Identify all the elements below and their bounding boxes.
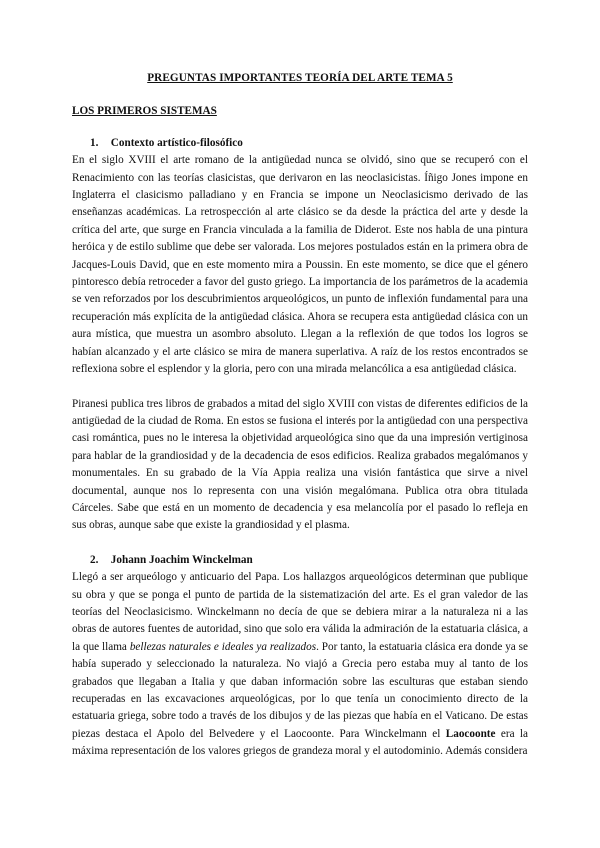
subsection-heading-2: [72, 552, 528, 569]
paragraph-piranesi: Piranesi publica tres libros de grabados a mitad del siglo XVIII con vistas de diferentes edificios de la antigüedad de la ciudad de Roma. En estos se fusiona el interés por la antigüedad con una perspectiva casi romántica, pues no le interesa la objetividad arqueológica sino que da una impresión vertiginosa para hablar de la grandiosidad y de la decadencia de esos edificios. Realiza grabados megalómanos y monumentales. En su grabado de la Vía Appia realiza una visión fantástica que sirve a nivel documental, aunque nos lo representa con una visión megalómana. Publica otra obra titulada Cárceles. Sabe que está en un momento de decadencia y esa melancolía por el pasado lo refleja en sus obras, aunque sabe que existe la grandiosidad y el plasma.: [72, 397, 528, 532]
subsection-title: Johann Joachim Winckelman: [110, 553, 253, 566]
paragraph-context-1: En el siglo XVIII el arte romano de la antigüedad nunca se olvidó, sino que se recuperó con el Renacimiento con las teorías clasicistas, que derivaron en las neoclasicistas. Íñigo Jones impone en Inglaterra el clasicismo palladiano y en Francia se impone un Neoclasicismo derivado de las enseñanzas académicas. La retrospección al arte clásico se da desde la práctica del arte y desde la crítica del arte, que surge en Francia vinculada a la familia de Diderot. Este nos habla de una pintura heróica y de estilo sublime que debe ser valorada. Los mejores postulados están en la primera obra de Jacques-Louis David, que en este momento mira a Poussin. En este momento, se dice que el género pintoresco debía retroceder a favor del gusto griego. La importancia de los parámetros de la academia se ven reforzados por los descubrimientos arqueológicos, un punto de inflexión fundamental para una recuperación más explícita de la antigüedad clásica. Ahora se recupera esta antigüedad clásica con un aura mística, que muestra un asombro absoluto. Llegan a la reflexión de que todos los logros se habían alcanzado y el arte clásico se mira de manera superlativa. A raíz de los restos encontrados se reflexiona sobre el esplendor y la gloria, pero con una mirada melancólica a esa antigüedad clásica.: [72, 154, 528, 376]
subsection-heading-1: [72, 135, 528, 152]
document-title: PREGUNTAS IMPORTANTES TEORÍA DEL ARTE TEMA 5: [147, 72, 453, 84]
subsection-title: Contexto artístico-filosófico: [110, 136, 243, 149]
subsection-number: 2.: [90, 553, 99, 566]
paragraph-text: era la máxima representación de los valores griegos de grandeza moral y el autodominio. Además considera: [72, 727, 529, 758]
paragraph-gap: [72, 535, 528, 552]
paragraph-text: Llegó a ser arqueólogo y anticuario del Papa. Los hallazgos arqueológicos determinan que publique su obra y que se ponga el punto de partida de la sistematización del arte. Es el gran valedor de las teorías del Neoclasicismo. Winckelmann no decía de que se debiera mirar a la naturaleza ni a las obras de autores fuentes de autoridad, sino que solo era válida la admiración de la estatuaria clásica, a la que llama: [72, 571, 528, 653]
paragraph-text: . Por tanto, la estatuaria clásica era donde ya se había superado y seleccionado la naturaleza. No viajó a Grecia pero estaba muy al tanto de los grabados que llegaban a Italia y que daban información sobre las esculturas que estaban siendo recuperadas en las excavaciones arqueológicas, por lo que tenía un conocimiento directo de la estatuaria griega, sobre todo a través de los dibujos y de las piezas que había en el Vaticano. De estas piezas destaca el Apolo del Belvedere y el Laocoonte. Para Winckelmann el: [72, 640, 528, 740]
italic-phrase: bellezas naturales e ideales ya realizados: [129, 640, 317, 653]
section-heading: LOS PRIMEROS SISTEMAS: [72, 105, 217, 118]
paragraph-gap: [72, 379, 528, 396]
subsection-number: 1.: [90, 136, 99, 149]
paragraph-winckelmann: [72, 569, 528, 760]
bold-term: Laocoonte: [445, 727, 496, 740]
